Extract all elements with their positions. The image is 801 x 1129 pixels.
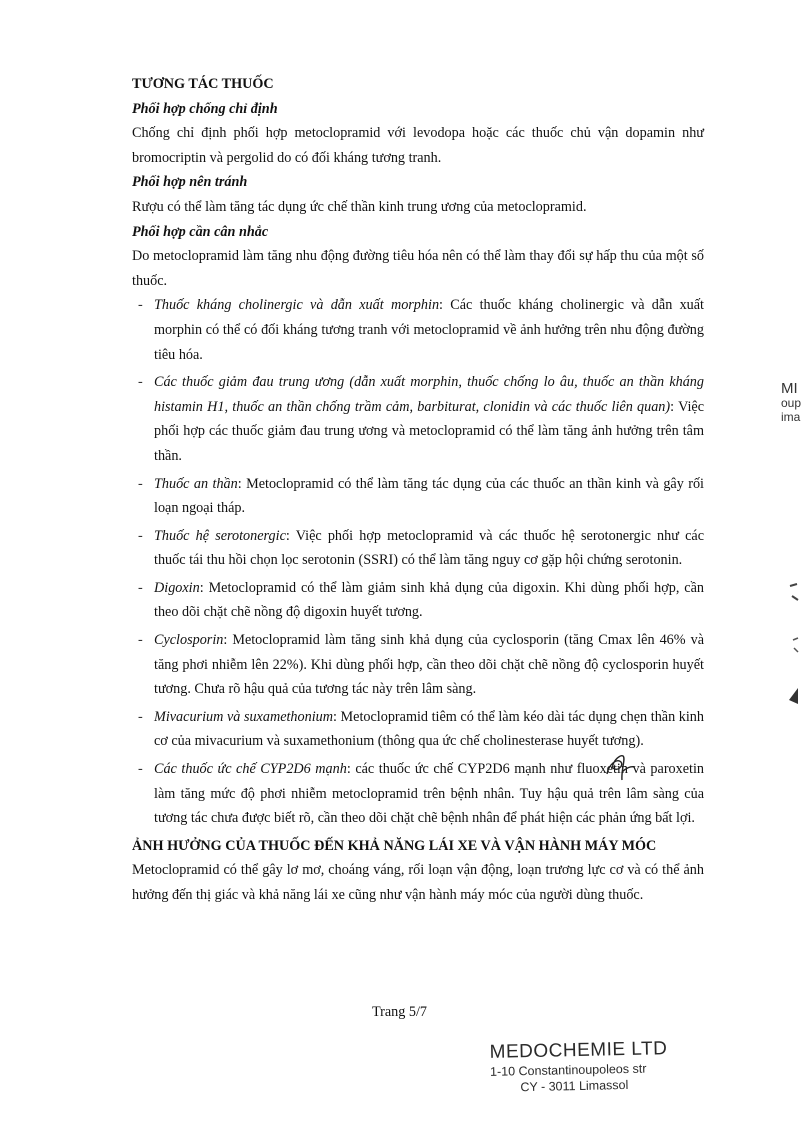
avoid-subheading: Phối hợp nên tránh <box>132 174 248 191</box>
bullet-dash: - <box>138 761 143 778</box>
list-item <box>132 293 704 367</box>
bullet-dash: - <box>138 579 143 596</box>
contraindicated-subheading: Phối hợp chống chỉ định <box>132 100 278 117</box>
list-item <box>132 370 704 468</box>
item-term: Thuốc hệ serotonergic <box>154 527 286 544</box>
item-text: : Việc phối hợp các thuốc giảm đau trung ương và metoclopramid có thể làm tăng ảnh hưởng trên tâm thần. <box>154 398 704 464</box>
list-item <box>132 705 704 754</box>
item-term: Mivacurium và suxamethonium <box>154 708 333 725</box>
interaction-list <box>132 293 704 830</box>
edge-line: MI <box>781 380 798 397</box>
item-term: Cyclosporin <box>154 632 224 649</box>
bullet-dash: - <box>138 632 143 649</box>
interactions-heading: TƯƠNG TÁC THUỐC <box>132 76 274 92</box>
driving-paragraph: Metoclopramid có thể gây lơ mơ, choáng váng, rối loạn vận động, loạn trương lực cơ và có thể ảnh hưởng đến thị giác và khả năng lái xe cũng như vận hành máy móc của người dùng thuốc. <box>132 862 704 903</box>
avoid-paragraph: Rượu có thể làm tăng tác dụng ức chế thần kinh trung ương của metoclopramid. <box>132 198 587 215</box>
item-term: Thuốc an thần <box>154 475 238 492</box>
company-stamp <box>489 1038 668 1096</box>
list-item <box>132 576 704 625</box>
stamp-address-line1: 1-10 Constantinoupoleos str <box>489 1061 647 1079</box>
item-text: : Metoclopramid có thể làm tăng tác dụng của các thuốc an thần kinh và gây rối loạn ngoại tháp. <box>154 475 704 517</box>
driving-heading: ẢNH HƯỞNG CỦA THUỐC ĐẾN KHẢ NĂNG LÁI XE VÀ VẬN HÀNH MÁY MÓC <box>132 837 657 854</box>
stamp-address-line2: CY - 3011 Limassol <box>520 1077 629 1095</box>
item-text: : các thuốc ức chế CYP2D6 mạnh như fluoxetin và paroxetin làm tăng mức độ phơi nhiễm metoclopramid trên bệnh nhân. Tuy hậu quả trên lâm sàng của tương tác chưa được biết rõ, cần theo dõi chặt chẽ bệnh nhân để phát hiện các phản ứng bất lợi. <box>154 761 705 827</box>
item-term: Các thuốc giảm đau trung ương (dẫn xuất morphin, thuốc chống lo âu, thuốc an thần kháng histamin H1, thuốc an thần chống trầm cảm, barbiturat, clonidin và các thuốc liên quan) <box>154 374 704 415</box>
list-item <box>132 628 704 702</box>
bullet-dash: - <box>138 527 143 544</box>
item-text: : Metoclopramid có thể làm giảm sinh khả dụng của digoxin. Khi dùng phối hợp, cần theo dõi chặt chẽ nồng độ digoxin huyết tương. <box>154 579 704 621</box>
item-text: : Metoclopramid tiêm có thể làm kéo dài tác dụng chẹn thần kinh cơ của mivacurium và suxamethonium (thông qua ức chế cholinesterase huyết tương). <box>154 708 704 750</box>
item-term: Digoxin <box>154 579 200 596</box>
page-number: Trang 5/7 <box>371 1004 428 1020</box>
stamp-company-name: MEDOCHEMIE LTD <box>489 1038 668 1063</box>
adjacent-page-edge <box>781 382 801 424</box>
list-item <box>132 472 704 521</box>
edge-marks-icon <box>786 580 799 710</box>
edge-line: oup <box>781 396 801 410</box>
caution-intro-paragraph: Do metoclopramid làm tăng nhu động đường tiêu hóa nên có thể làm thay đổi sự hấp thu của một số thuốc. <box>132 248 704 289</box>
bullet-dash: - <box>138 475 143 492</box>
bullet-dash: - <box>138 374 143 391</box>
edge-line: ima <box>781 410 801 424</box>
item-text: : Các thuốc kháng cholinergic và dẫn xuất morphin có thể có đối kháng tương tranh với metoclopramid về ảnh hưởng trên nhu động đường tiêu hóa. <box>154 297 704 363</box>
bullet-dash: - <box>138 297 143 314</box>
caution-subheading: Phối hợp cần cân nhắc <box>132 223 269 240</box>
item-text: : Metoclopramid làm tăng sinh khả dụng của cyclosporin (tăng Cmax lên 46% và tăng phơi nhiễm lên 22%). Khi dùng phối hợp, cần theo dõi chặt chẽ nồng độ cyclosporin huyết tương. Chưa rõ hậu quả của tương tác này trên lâm sàng. <box>154 632 704 698</box>
item-term: Thuốc kháng cholinergic và dẫn xuất morphin <box>154 297 440 314</box>
list-item <box>132 524 704 573</box>
item-text: : Việc phối hợp metoclopramid và các thuốc hệ serotonergic như các thuốc tái thu hồi chọn lọc serotonin (SSRI) có thể làm tăng nguy cơ gặp hội chứng serotonin. <box>154 527 704 569</box>
document-body <box>132 72 704 908</box>
item-term: Các thuốc ức chế CYP2D6 mạnh <box>154 761 347 778</box>
handwritten-initial-icon <box>603 752 637 782</box>
contraindicated-paragraph: Chống chỉ định phối hợp metoclopramid với levodopa hoặc các thuốc chủ vận dopamin như bromocriptin và pergolid do có đối kháng tương tranh. <box>132 125 704 166</box>
bullet-dash: - <box>138 708 143 725</box>
